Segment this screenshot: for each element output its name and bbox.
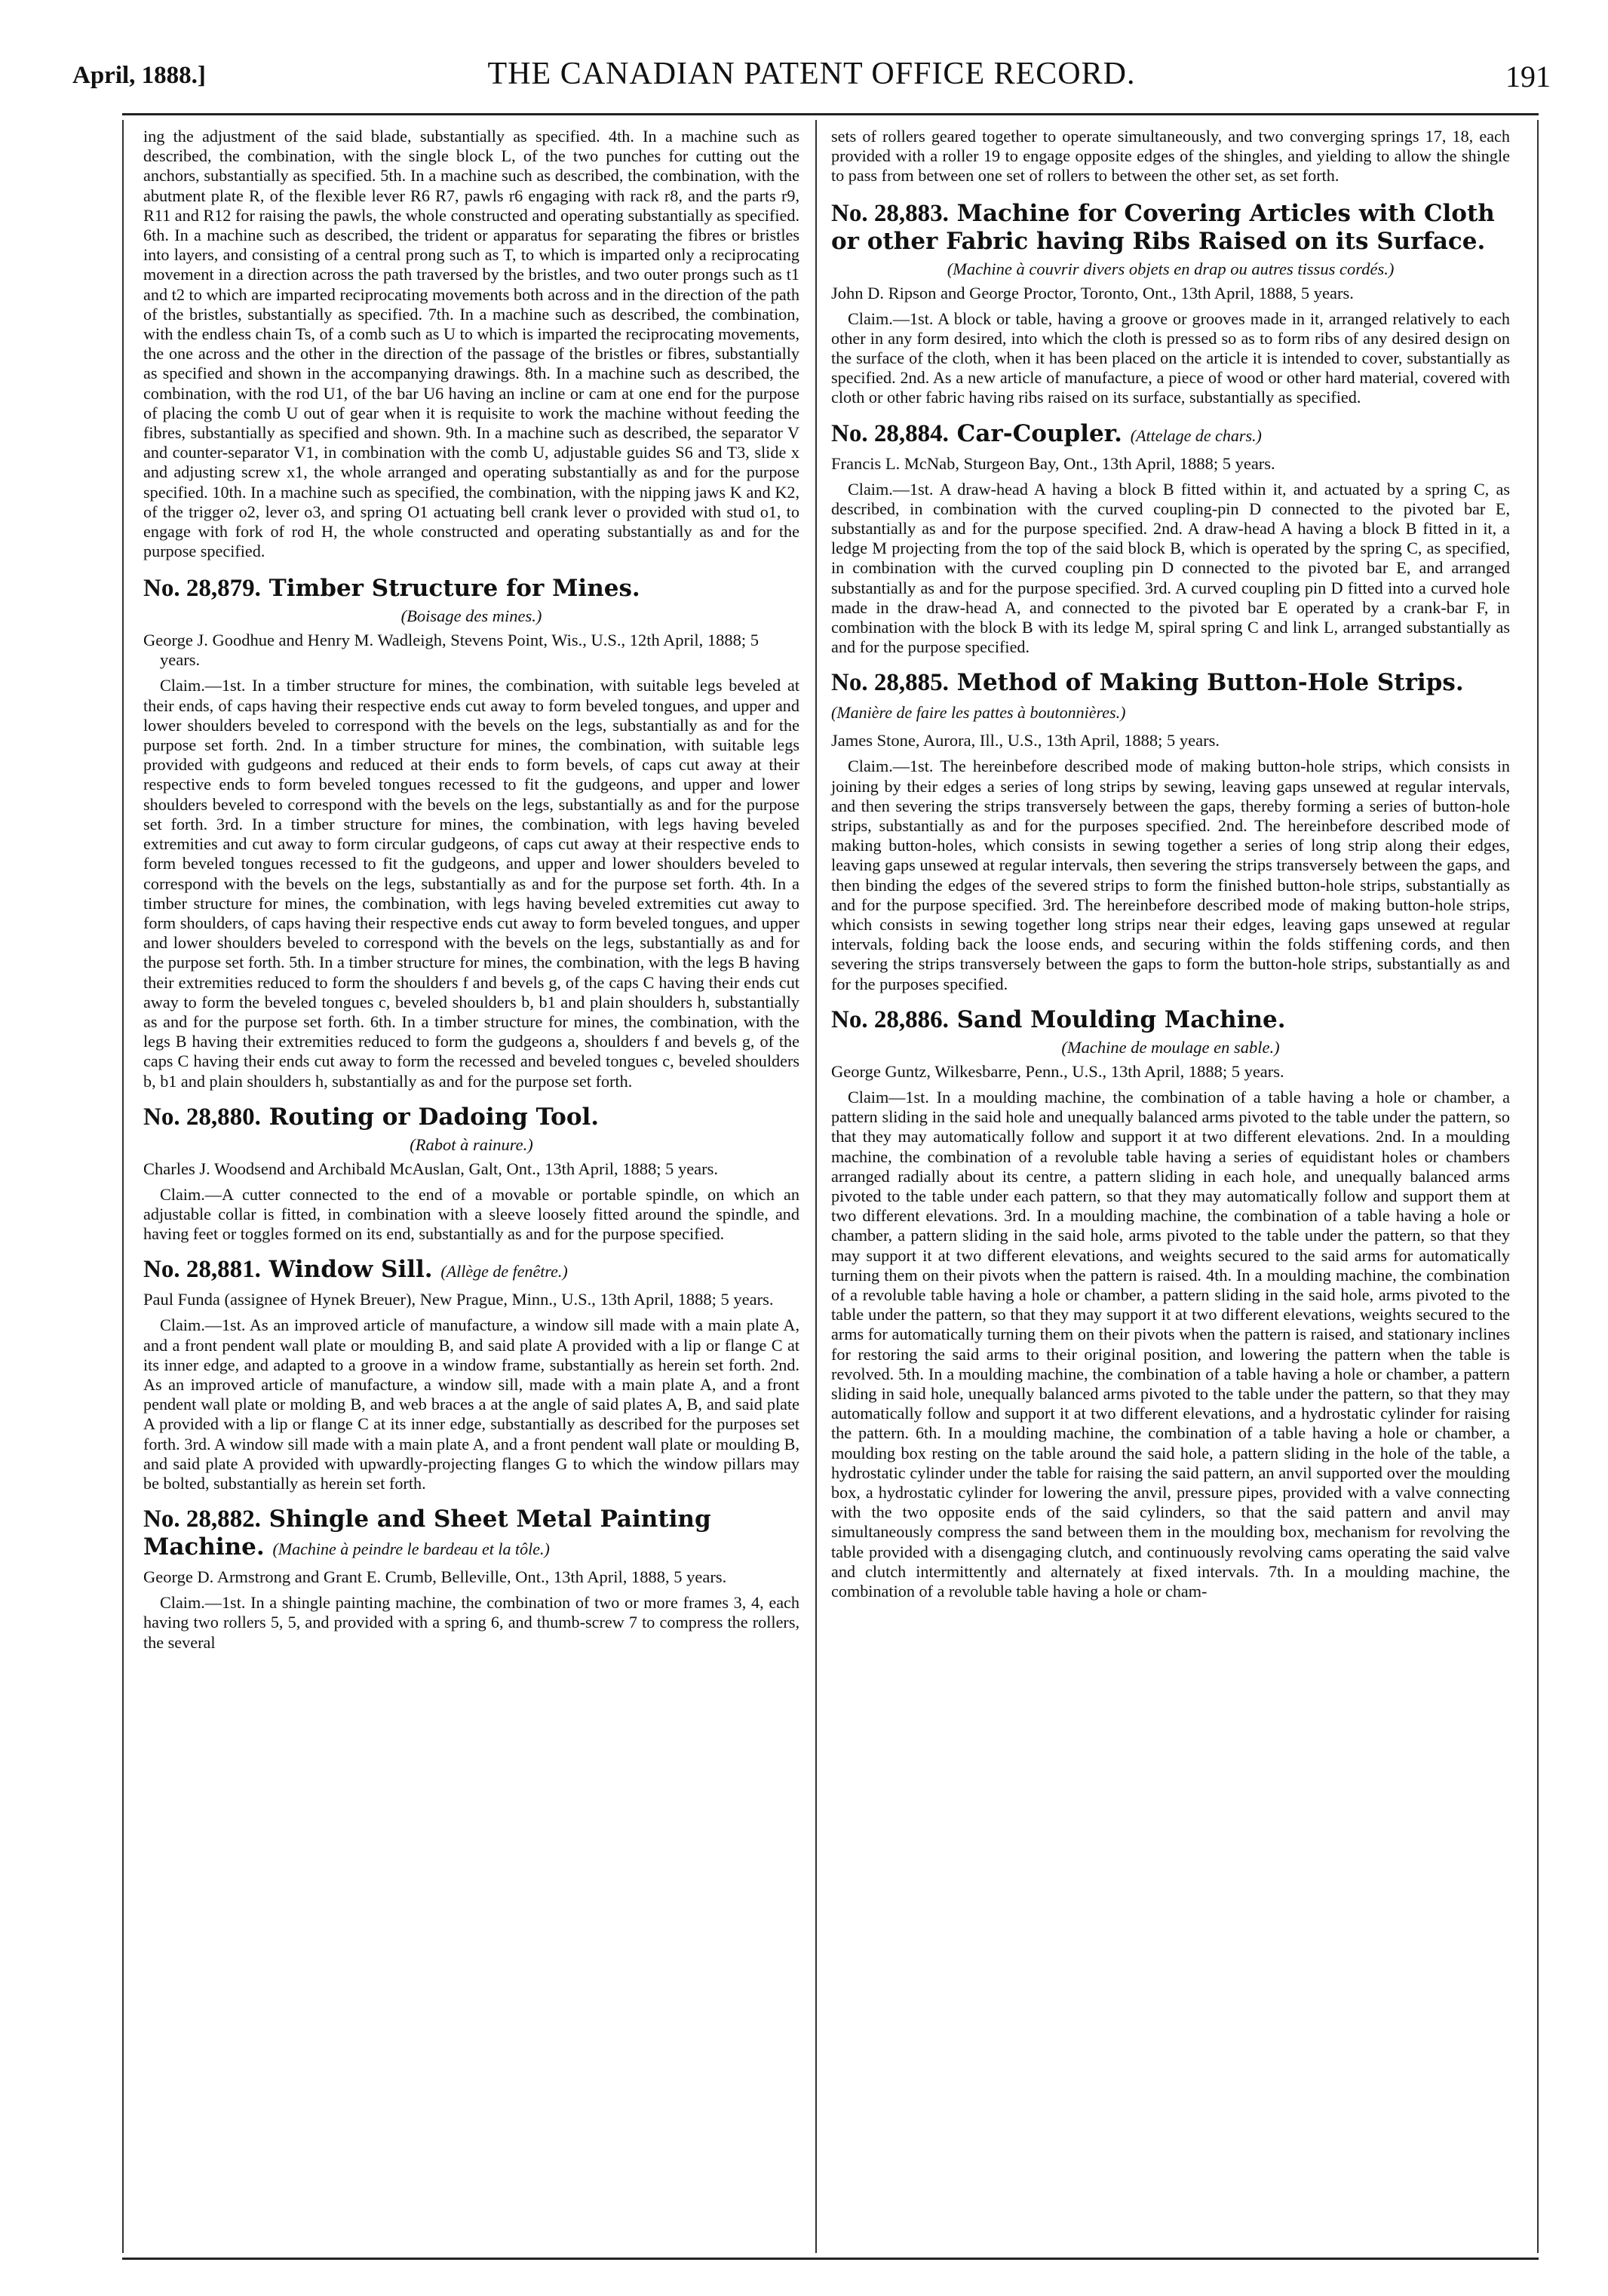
left-border-rule [122, 120, 124, 2253]
inventor-line: George D. Armstrong and Grant E. Crumb, Belleville, Ont., 13th April, 1888, 5 years. [143, 1567, 727, 1587]
patent-entry [143, 1506, 799, 1653]
journal-title: THE CANADIAN PATENT OFFICE RECORD. [487, 57, 1136, 91]
claim-text: Claim.—1st. A block or table, having a groove or grooves made in it, arranged relatively to each other in any form desired, into which the cloth is pressed so as to form ribs of any desired design on the surface of the cloth, when it has been placed on the article it is intended to cover, substantially as specified. 2nd. As a new article of manufacture, a piece of wood or other hard material, covered with cloth or other fabric having ribs raised on its surface, substantially as specified. [831, 308, 1510, 407]
patent-title: Sand Moulding Machine. [956, 1005, 1286, 1033]
claim-text: Claim.—1st. As an improved article of manufacture, a window sill made with a main plate A, and a front pendent wall plate or moulding B, and said plate A provided with a lip or flange C at its inner edge, and adapted to a groove in a window frame, substantially as herein set forth. 2nd. As an improved article of manufacture, a window sill, made with a main plate A, and a front pendent wall plate or molding B, and web braces a at the angle of said plates A, B, and said plate A provided with a lip or flange C at its inner edge, substantially as described for the purposes set forth. 3rd. A window sill made with a main plate A, and a front pendent wall plate or moulding B, and said plate A provided with upwardly-projecting flanges G to which the window pillars may be bolted, substantially as herein set forth. [143, 1315, 799, 1493]
patent-number: No. 28,885. [831, 669, 949, 697]
continued-claim-text: sets of rollers geared together to operate simultaneously, and two converging springs 17, 18, each provided with a roller 19 to engage opposite edges of the shingles, and yielding to allow the shingle to pass from between one set of rollers to between the other set, as set forth. [831, 127, 1510, 186]
entry-heading [143, 1103, 799, 1131]
claim-text: Claim.—1st. The hereinbefore described mode of making button-hole strips, which consists in joining by their edges a series of long strips by sewing, leaving gaps unsewed at regular intervals, and then severing the strips transversely between the gaps, thereby forming a series of button-hole strips, substantially as and for the purposes specified. 2nd. The hereinbefore described mode of making button-holes, which consists in sewing together a series of long strip along their edges, leaving gaps unsewed at regular intervals, then severing the strips transversely between the gaps, and then binding the edges of the severed strips to form the finished button-hole strips, substantially as and for the purpose specified. 3rd. The hereinbefore described mode of making button-hole strips, which consists in sewing together long strips near their edges, leaving gaps unsewed at regular intervals, folding back the loose ends, and securing within the folds stiffening cords, and then severing the strips transversely between the gaps to form the button-hole strips, substantially as and for the purposes specified. [831, 757, 1510, 993]
patent-number: No. 28,881. [143, 1256, 261, 1284]
entry-heading [831, 420, 1510, 450]
claim-text: Claim.—1st. In a timber structure for mines, the combination, with suitable legs beveled at their ends, of caps having their respective ends cut away to form beveled tongues, and upper and lower shoulders beveled to correspond with the bevels on the legs, substantially as and for the purpose set forth. 2nd. In a timber structure for mines, the combination, with suitable legs provided with gudgeons and reduced at their ends to form bevels, of caps cut away at their respective ends to form beveled tongues recessed to fit the gudgeons, and upper and lower shoulders beveled to correspond with the bevels on the legs, substantially as and for the purpose set forth. 3rd. In a timber structure for mines, the combination, with legs having beveled extremities and cut away to form circular gudgeons, of caps cut away at their respective ends to form beveled tongues recessed to fit the gudgeons, and upper and lower shoulders beveled to correspond with the bevels on the legs, substantially as and for the purpose set forth. 4th. In a timber structure for mines, the combination, with legs having beveled extremities cut away to form shoulders, of caps having their respective ends cut away to form beveled tongues, and upper and lower shoulders beveled to correspond with the bevels on the legs, substantially as and for the purpose set forth. 5th. In a timber structure for mines, the combination, with the legs B having their extremities reduced to form the shoulders f and bevels g, of the caps C having their ends cut away to form the beveled tongues c, beveled shoulders b, b1 and plain shoulders h, substantially as and for the purpose set forth. 6th. In a timber structure for mines, the combination, with the legs B having their extremities reduced to form the gudgeons a, shoulders f and bevels g, of the caps C having their ends cut away to form the recessed and beveled tongues c, beveled shoulders b, b1 and plain shoulders h, substantially as and for the purpose set forth. [143, 676, 799, 1091]
claim-text: Claim.—A cutter connected to the end of a movable or portable spindle, on which an adjustable collar is fitted, in combination with a sleeve loosely fitted around the spindle, and having feet or toggles formed on its end, substantially as and for the purpose specified. [143, 1184, 799, 1244]
entry-heading [143, 1256, 799, 1285]
inventor-line: George Guntz, Wilkesbarre, Penn., U.S., 13th April, 1888; 5 years. [831, 1061, 1284, 1081]
patent-entry [143, 1256, 799, 1493]
patent-entry [831, 200, 1510, 408]
french-title: (Manière de faire les pattes à boutonnières.) [831, 703, 1126, 723]
patent-title: Routing or Dadoing Tool. [269, 1103, 600, 1131]
french-title: (Machine à couvrir divers objets en drap ou autres tissus cordés.) [947, 259, 1395, 278]
column-divider [815, 120, 817, 2253]
entry-heading [831, 669, 1510, 726]
inventor-line: George J. Goodhue and Henry M. Wadleigh, Stevens Point, Wis., U.S., 12th April, 1888; 5 years. [143, 631, 759, 670]
patent-title: Machine for Covering Articles with Cloth or other Fabric having Ribs Raised on its Surface. [831, 199, 1495, 255]
patent-entry [831, 669, 1510, 993]
french-title: (Machine à peindre le bardeau et la tôle.) [272, 1539, 550, 1559]
french-title: (Rabot à rainure.) [410, 1134, 533, 1154]
inventor-line: Charles J. Woodsend and Archibald McAuslan, Galt, Ont., 13th April, 1888; 5 years. [143, 1159, 719, 1178]
patent-entry [143, 575, 799, 1091]
continued-claim-text: ing the adjustment of the said blade, substantially as specified. 4th. In a machine such as described, the combination, with the single block L, of the two punches for cutting out the anchors, substantially as specified. 5th. In a machine such as described, the combination, with the abutment plate R, of the flexible lever R6 R7, pawls r6 engaging with rack r8, and the parts r9, R11 and R12 for raising the pawls, the whole constructed and operating substantially as specified. 6th. In a machine such as described, the trident or apparatus for separating the fibres or bristles into layers, and consisting of a central prong such as T, to which is imparted only a reciprocating movement in a direction across the path traversed by the bristles, and two outer prongs such as t1 and t2 to which are imparted reciprocating movements both across and in the direction of the path of the bristles, substantially as specified. 7th. In a machine such as described, the combination, with the endless chain Ts, of a comb such as U to which is imparted the reciprocating movements, the one across and the other in the direction of the passage of the bristles or fibres, substantially as specified and shown in the accompanying drawings. 8th. In a machine such as described, the combination, with the rod U1, of the bar U6 having an incline or cam at one end for the purpose of placing the comb U out of gear when it is requisite to work the machine without feeding the fibres, substantially as specified and shown. 9th. In a machine such as described, the separator V and counter-separator V1, in combination with the comb U, adjustable guides S6 and T3, slide x and adjusting screw x1, the whole arranged and operating substantially as and for the purpose specified. 10th. In a machine such as specified, the combination, with the nipping jaws K and K2, of the trigger o2, lever o3, and spring O1 actuating bell crank lever o provided with stud o1, to engage with fork of rod H, the whole constructed and operating substantially as and for the purpose specified. [143, 127, 799, 561]
issue-date: April, 1888.] [72, 62, 206, 89]
inventor-line: Francis L. McNab, Sturgeon Bay, Ont., 13th April, 1888; 5 years. [831, 453, 1275, 473]
entry-heading [143, 575, 799, 603]
patent-entry [143, 1103, 799, 1245]
patent-number: No. 28,879. [143, 575, 261, 603]
patent-number: No. 28,886. [831, 1005, 949, 1033]
entry-heading [831, 1006, 1510, 1034]
french-title: (Attelage de chars.) [1130, 425, 1262, 445]
entry-heading [831, 200, 1510, 256]
right-column [831, 127, 1510, 1613]
patent-number: No. 28,880. [143, 1103, 261, 1131]
right-border-rule [1537, 120, 1539, 2253]
page-number: 191 [1505, 60, 1551, 94]
patent-number: No. 28,883. [831, 199, 949, 227]
claim-text: Claim.—1st. A draw-head A having a block B fitted within it, and actuated by a spring C, as described, in combination with the curved coupling-pin D connected to the pivoted bar E, substantially as and for the purpose specified. 2nd. A draw-head A having a block B fitted in it, a ledge M projecting from the top of the said block B, which is operated by the spring C, as specified, in combination with the curved coupling pin D connected to the pivoted bar E, and arranged substantially as and for the purpose specified. 3rd. A curved coupling pin D fitted into a curved hole made in the draw-head A, and connected to the pivoted bar E operated by a crank-bar F, in combination with the block B with its ledge M, spiral spring C and link L, arranged substantially as and for the purpose specified. [831, 479, 1510, 657]
patent-number: No. 28,884. [831, 419, 949, 447]
french-title: (Machine de moulage en sable.) [1061, 1037, 1280, 1057]
inventor-line: James Stone, Aurora, Ill., U.S., 13th April, 1888; 5 years. [831, 731, 1220, 750]
left-column [143, 127, 799, 1665]
french-title: (Allège de fenêtre.) [440, 1262, 568, 1282]
inventor-line: John D. Ripson and George Proctor, Toronto, Ont., 13th April, 1888, 5 years. [831, 283, 1354, 302]
patent-title: Car-Coupler. [956, 419, 1122, 447]
claim-text: Claim.—1st. In a shingle painting machine, the combination of two or more frames 3, 4, each having two rollers 5, 5, and provided with a spring 6, and thumb-screw 7 to compress the rollers, the several [143, 1593, 799, 1652]
patent-title: Window Sill. [269, 1256, 433, 1284]
claim-text: Claim—1st. In a moulding machine, the combination of a table having a hole or chamber, a pattern sliding in the said hole and unequally balanced arms pivoted to the table under the pattern, so that they may automatically follow and support it at two different elevations. 2nd. In a moulding machine, the combination of a revoluble table having a series of equidistant holes or chambers arranged radially about its centre, a pattern sliding in each hole, and unequally balanced arms pivoted to the table under each pattern, so that they may automatically follow and support them at two different elevations. 3rd. In a moulding machine, the combination of a table having a hole or chamber, a pattern sliding in the said hole, arms pivoted to the table under the pattern, so that they may support it at two different elevations, and weights secured to the said arms for automatically turning them on their pivots when the pattern is raised. 4th. In a moulding machine, the combination of a revoluble table having a hole or chamber, a pattern sliding in the said hole, arms pivoted to the table under the pattern, so that they may support it at two different elevations, weights secured to the arms for automatically turning them on their pivots when the pattern is raised, and stationary inclines for restoring the said arms to their original position, and lowering the pattern when the table is revolved. 5th. In a moulding machine, the combination of a table having a hole or chamber, a pattern sliding in said hole, unequally balanced arms pivoted to the table under the pattern, so that they may automatically follow and support it at two different elevations, and a hydrostatic cylinder for raising the pattern. 6th. In a moulding machine, the combination of a table having a hole or chamber, a moulding box resting on the table around the said hole, a pattern sliding in the hole of the table, a hydrostatic cylinder under the table for raising the said pattern, an anvil supported over the moulding box, a hydrostatic cylinder for lowering the anvil, pressure pipes, provided with a valve connecting with the two opposite ends of the said cylinders, so that the said pattern and anvil may simultaneously compress the sand between them in the moulding box, mechanism for revolving the table provided with a disengaging clutch, and continuously revolving cams operating the said valve and clutch intermittently and alternately at fixed intervals. 7th. In a moulding machine, the combination of a revoluble table having a hole or cham- [831, 1087, 1510, 1601]
page-header [72, 45, 1551, 106]
entry-heading [143, 1506, 799, 1563]
patent-title: Shingle and Sheet Metal Painting Machine. [143, 1506, 711, 1561]
patent-number: No. 28,882. [143, 1506, 261, 1533]
patent-entry [831, 1006, 1510, 1601]
inventor-line: Paul Funda (assignee of Hynek Breuer), New Prague, Minn., U.S., 13th April, 1888; 5 years. [143, 1290, 774, 1309]
patent-title: Method of Making Button-Hole Strips. [956, 669, 1464, 697]
patent-entry [831, 420, 1510, 658]
patent-title: Timber Structure for Mines. [269, 575, 640, 603]
french-title: (Boisage des mines.) [400, 606, 542, 626]
